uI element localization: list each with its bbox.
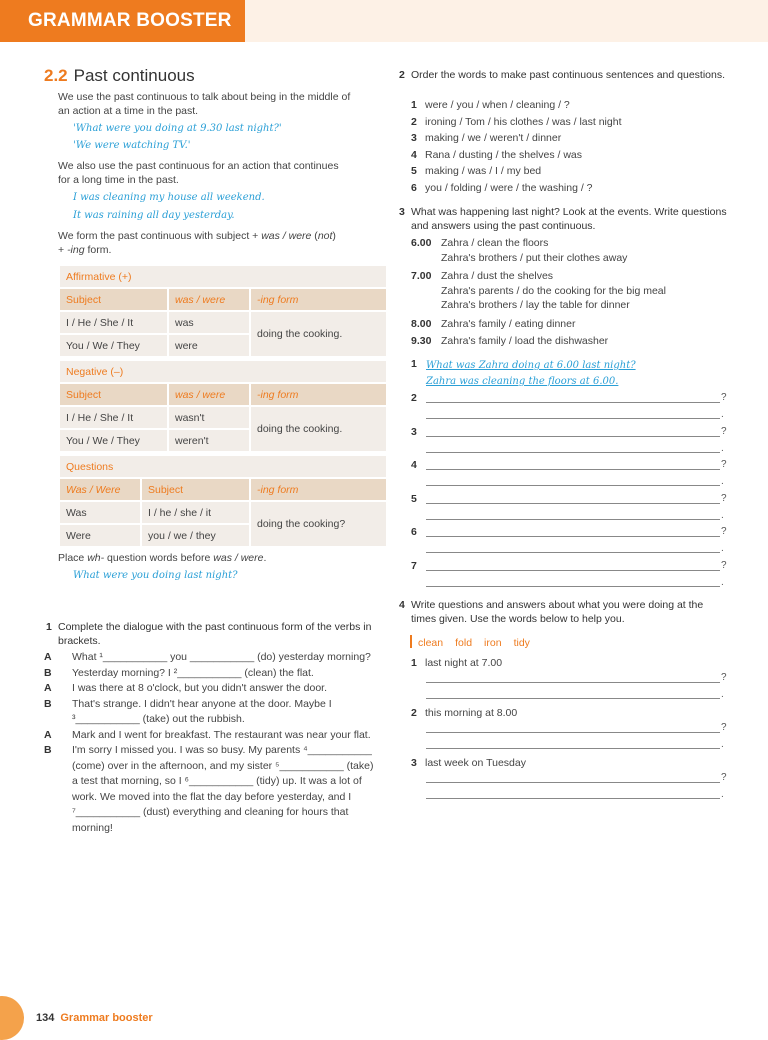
answer-line-question[interactable] <box>426 536 720 537</box>
exercise-3-instruction: 3 What was happening last night? Look at the events. Write questions and answers using the past continuous. <box>399 206 727 232</box>
footer <box>36 1012 153 1024</box>
exercise-number: 2 <box>399 69 405 81</box>
question-mark: ? <box>721 672 727 683</box>
dialogue-line: A Mark and I went for breakfast. The restaurant was near your flat. <box>44 728 371 741</box>
question-mark: ? <box>721 772 727 783</box>
table-caption: Affirmative (+) <box>59 265 387 288</box>
table-cell: doing the cooking. <box>250 311 387 357</box>
list-item: 4 Rana / dusting / the shelves / was <box>411 148 583 161</box>
example-sentence: I was cleaning my house all weekend. <box>73 192 265 203</box>
exercise-2-instruction: 2 Order the words to make past continuous sentences and questions. <box>399 69 726 81</box>
question-mark: ? <box>721 559 727 571</box>
table-cell: You / We / They <box>59 429 168 452</box>
full-stop: . <box>721 509 724 521</box>
list-item: 2 ironing / Tom / his clothes / was / last night <box>411 115 622 128</box>
full-stop: . <box>721 409 724 420</box>
table-header: Subject <box>59 383 168 406</box>
section-header: GRAMMAR BOOSTER <box>0 0 245 42</box>
exercise-1-instruction: 1 Complete the dialogue with the past continuous form of the verbs in brackets. <box>46 621 372 647</box>
table-cell: doing the cooking? <box>250 501 387 547</box>
negative-table <box>58 359 388 453</box>
question-mark: ? <box>721 392 727 403</box>
answer-line-question[interactable] <box>426 682 720 683</box>
table-cell: you / we / they <box>141 524 250 547</box>
event-item: 7.00 Zahra / dust the shelves <box>411 270 554 282</box>
section-title-text: Past continuous <box>73 66 195 85</box>
table-cell: was <box>168 311 250 334</box>
question-mark: ? <box>721 492 727 504</box>
dialogue-line: A I was there at 8 o'clock, but you didn't answer the door. <box>44 682 327 694</box>
full-stop: . <box>721 739 724 750</box>
answer-number: 3 <box>411 425 417 438</box>
table-caption: Questions <box>59 455 387 478</box>
event-item: 8.00 Zahra's family / eating dinner <box>411 317 576 330</box>
intro-p3: We form the past continuous with subject + was / were (not) + -ing form. <box>58 230 336 256</box>
table-cell: wasn't <box>168 406 250 429</box>
event-item: 9.30 Zahra's family / load the dishwasher <box>411 335 609 347</box>
dialogue <box>44 650 378 836</box>
example-sentence: What were you doing last night? <box>73 570 238 581</box>
answer-line-answer[interactable] <box>426 698 720 699</box>
exercise-number: 3 <box>399 206 405 218</box>
question-mark: ? <box>721 722 727 733</box>
dialogue-line: B Yesterday morning? I ²___________ (clean) the flat. <box>44 666 314 679</box>
table-cell: You / We / They <box>59 334 168 357</box>
full-stop: . <box>721 576 724 588</box>
exercise-4-item: 1 last night at 7.00 <box>411 657 503 669</box>
answer-number: 4 <box>411 459 417 471</box>
answer-line-question[interactable] <box>426 436 720 437</box>
table-header: -ing form <box>250 288 387 311</box>
exercise-number: 1 <box>46 621 52 633</box>
full-stop: . <box>721 476 724 487</box>
event-item: Zahra's parents / do the cooking for the big meal <box>441 284 666 297</box>
question-mark: ? <box>721 425 727 437</box>
table-header: was / were <box>168 383 250 406</box>
event-item: Zahra's brothers / put their clothes away <box>441 251 628 264</box>
section-number: 2.2 <box>44 66 68 85</box>
answer-number: 7 <box>411 559 417 572</box>
answer-line-answer[interactable] <box>426 748 720 749</box>
exercise-number: 4 <box>399 599 405 611</box>
exercise-4-item: 2 this morning at 8.00 <box>411 707 518 719</box>
example-answer-text: Zahra was cleaning the floors at 6.00. <box>426 376 619 387</box>
full-stop: . <box>721 689 724 700</box>
table-header: Subject <box>141 478 250 501</box>
answer-line-question[interactable] <box>426 402 720 403</box>
table-cell: I / he / she / it <box>141 501 250 524</box>
table-cell: Were <box>59 524 141 547</box>
table-cell: weren't <box>168 429 250 452</box>
table-cell: were <box>168 334 250 357</box>
wh-note: Place wh- question words before was / were. <box>58 552 267 564</box>
list-item: 3 making / we / weren't / dinner <box>411 132 562 144</box>
word-bank-word: fold <box>455 637 473 649</box>
event-list <box>411 236 666 349</box>
event-item: 6.00 Zahra / clean the floors <box>411 237 549 249</box>
affirmative-table <box>58 264 388 358</box>
answer-number: 2 <box>411 392 417 404</box>
answer-line-answer[interactable] <box>426 552 720 553</box>
intro-p1: We use the past continuous to talk about being in the middle of an action at a time in the past. <box>58 91 351 117</box>
table-cell: I / He / She / It <box>59 311 168 334</box>
full-stop: . <box>721 442 724 454</box>
answer-number: 5 <box>411 492 417 505</box>
list-item: 6 you / folding / were / the washing / ? <box>411 181 593 194</box>
event-item: Zahra's brothers / lay the table for dinner <box>441 299 630 311</box>
table-cell: Was <box>59 501 141 524</box>
table-cell: I / He / She / It <box>59 406 168 429</box>
answer-line-question[interactable] <box>426 503 720 504</box>
questions-table <box>58 454 388 548</box>
table-caption: Negative (–) <box>59 360 387 383</box>
table-header: -ing form <box>250 478 387 501</box>
answer-line-answer[interactable] <box>426 418 720 419</box>
exercise-2-list <box>411 97 621 196</box>
answer-line-answer[interactable] <box>426 485 720 486</box>
word-bank-bar <box>410 635 412 648</box>
answer-number: 6 <box>411 526 417 538</box>
answer-line-question[interactable] <box>426 732 720 733</box>
word-bank-word: tidy <box>513 637 530 649</box>
question-mark: ? <box>721 526 727 537</box>
list-item: 5 making / was / I / my bed <box>411 165 542 177</box>
answer-line-question[interactable] <box>426 782 720 783</box>
word-bank-word: clean <box>418 637 444 649</box>
word-bank-word: iron <box>484 637 502 649</box>
answer-line-answer[interactable] <box>426 586 720 587</box>
dialogue-line: B That's strange. I didn't hear anyone at the door. Maybe I ³___________ (take) out the rubbish. <box>44 697 332 725</box>
footer-dot <box>0 996 24 1040</box>
table-header: -ing form <box>250 383 387 406</box>
example-question: What was Zahra doing at 6.00 last night? <box>426 360 636 371</box>
list-item: 1 were / you / when / cleaning / ? <box>411 99 570 111</box>
answer-line-answer[interactable] <box>426 798 720 799</box>
word-bank <box>410 633 542 651</box>
question-mark: ? <box>721 459 727 470</box>
exercise-4-instruction: 4 Write questions and answers about what you were doing at the times given. Use the words below to help you. <box>399 599 704 625</box>
answer-line-question[interactable] <box>426 469 720 470</box>
intro-p2: We also use the past continuous for an action that continues for a long time in the past. <box>58 160 339 186</box>
table-header: Was / Were <box>59 478 141 501</box>
example-sentence: 'What were you doing at 9.30 last night?' <box>73 123 282 134</box>
example-sentence: It was raining all day yesterday. <box>73 210 235 221</box>
table-header: was / were <box>168 288 250 311</box>
section-title <box>44 66 195 86</box>
answer-line-answer[interactable] <box>426 452 720 453</box>
table-header: Subject <box>59 288 168 311</box>
table-cell: doing the cooking. <box>250 406 387 452</box>
footer-label: Grammar booster <box>60 1012 153 1024</box>
exercise-4-item: 3 last week on Tuesday <box>411 757 526 769</box>
dialogue-line: A What ¹___________ you ___________ (do) yesterday morning? <box>44 651 371 663</box>
answer-line-question[interactable] <box>426 570 720 571</box>
full-stop: . <box>721 789 724 800</box>
example-sentence: 'We were watching TV.' <box>73 140 191 151</box>
dialogue-line: B I'm sorry I missed you. I was so busy. My parents ⁴___________ (come) over in the afternoon, and my sister ⁵___________ (take) a test that morning, so I ⁶___________ (tidy) up. It was a lot of work. We moved into the flat the day before yesterday, and I ⁷___________ (dust) everything and cleaning for hours that morning! <box>44 744 374 834</box>
answer-line-answer[interactable] <box>426 519 720 520</box>
full-stop: . <box>721 543 724 554</box>
page-number: 134 <box>36 1012 55 1024</box>
